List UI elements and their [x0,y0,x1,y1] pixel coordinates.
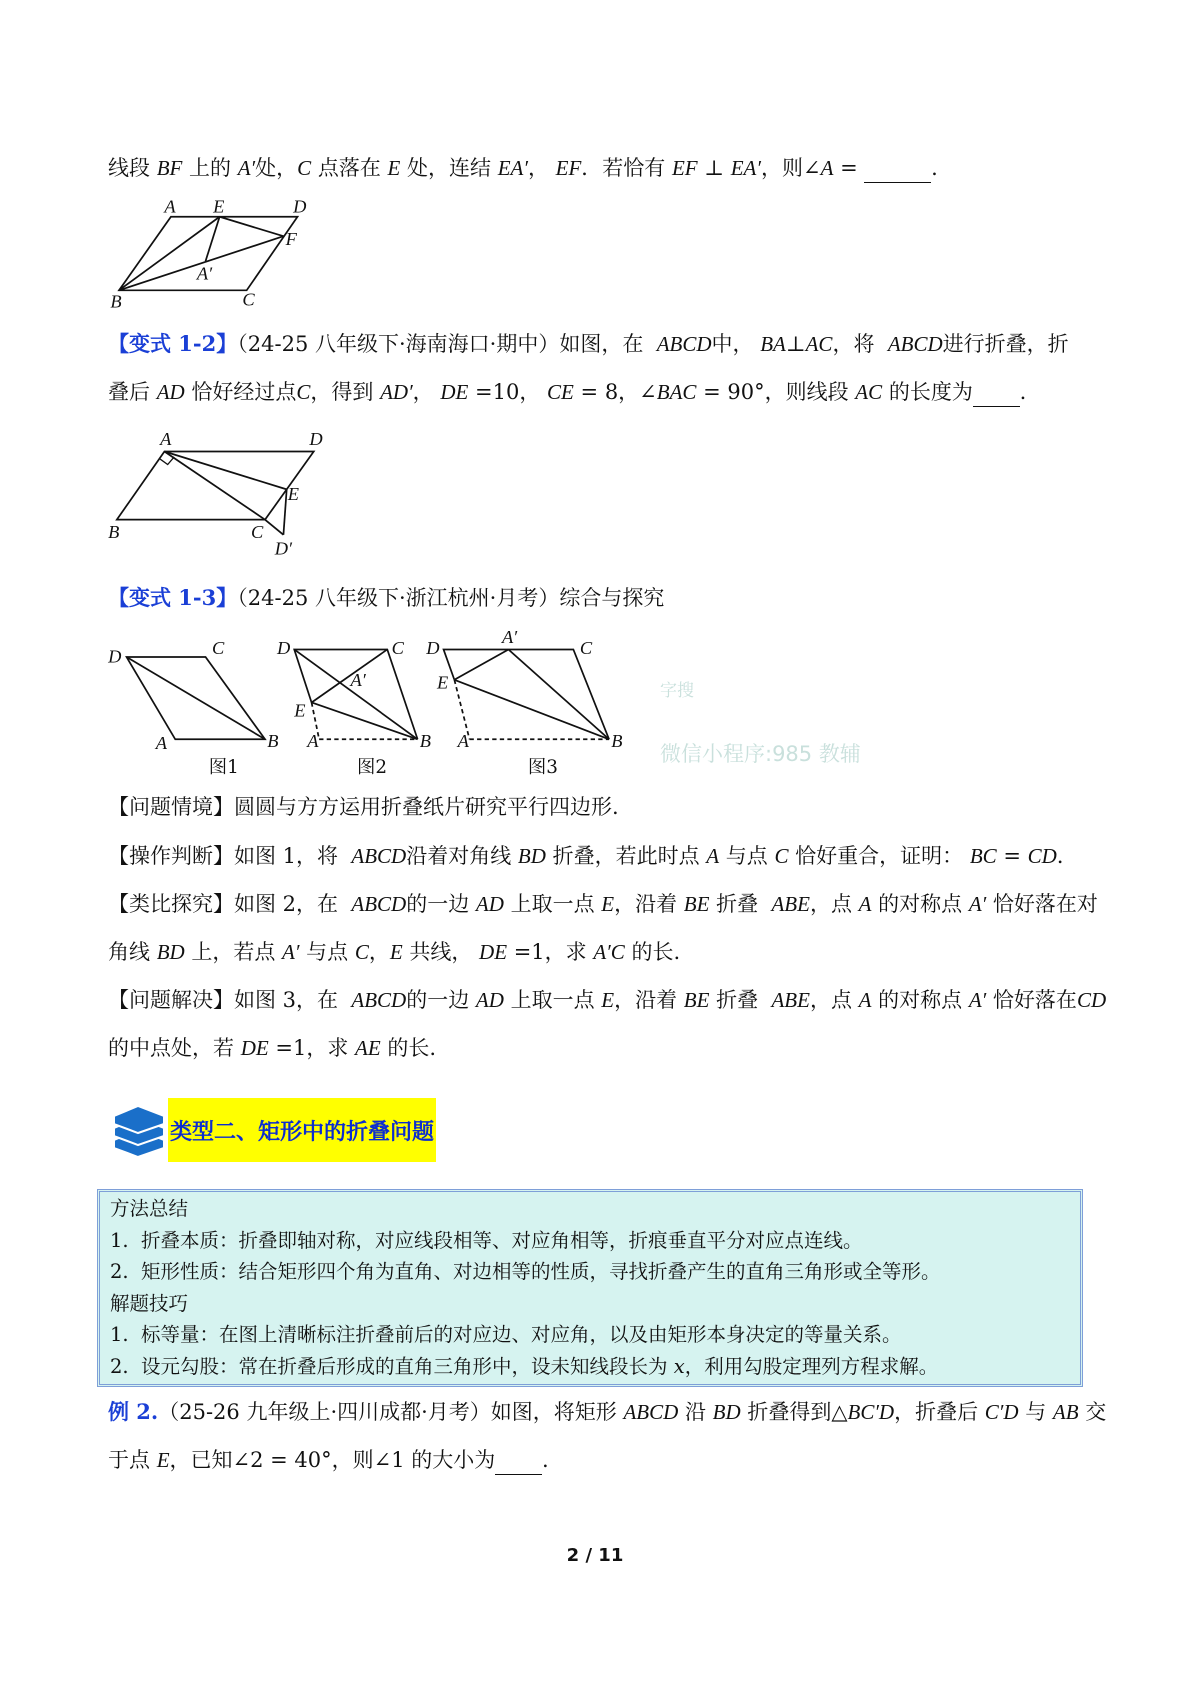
math-symbol: ABE [771,892,810,916]
text-run: ， [368,940,390,964]
text-run: ． [1056,844,1078,868]
math-symbol: EA′ [497,156,528,180]
problem-tag: 【变式 1-3】 [108,585,238,610]
fig1-label-c: C [212,637,225,658]
math-symbol: C [297,156,312,180]
text-run: 2. 设元勾股：常在折叠后形成的直角三角形中，设未知线段长为 [110,1354,674,1378]
math-symbol: AD [156,380,185,404]
text-run: ，得到 [310,380,381,404]
math-symbol: ABCD [351,892,407,916]
fig3-label-c: C [579,637,593,658]
text-run: 角线 [108,940,157,964]
summary-line [110,1196,188,1222]
math-symbol: ABCD [656,332,712,356]
math-symbol: BC [969,844,997,868]
math-symbol: EF [555,156,582,180]
math-symbol: CD [1027,844,1057,868]
math-symbol: AE [355,1036,381,1060]
text-run: （25-26 九年级上·四川成都·月考）如图，将矩形 [158,1400,624,1424]
text-run: ，利用勾股定理列方程求解。 [684,1354,939,1378]
text-run: 2. 矩形性质：结合矩形四个角为直角、对边相等的性质，寻找折叠产生的直角三角形或全等形。 [110,1260,941,1283]
math-symbol: AC [855,380,883,404]
summary-line [110,1322,902,1348]
text-run: 的长. [380,1036,437,1060]
math-symbol: A′C [593,940,625,964]
math-symbol: ABCD [887,332,943,356]
right-angle-mark [160,457,174,465]
text-run: 上取一点 [503,988,602,1012]
fig2-label-a-prime: A′ [350,670,366,691]
math-symbol: DE [240,1036,269,1060]
label-d-prime: D′ [274,538,293,559]
math-symbol: E [389,940,403,964]
text-run: 方法总结 [110,1197,189,1220]
text-run: ⊥ [697,156,731,180]
text-run: ⊥ [785,332,806,356]
text-run: . [1019,380,1027,404]
math-symbol: A [858,892,872,916]
label-a: A [160,429,172,450]
fig2-label-e: E [294,700,306,721]
text-run: 1. 标等量：在图上清晰标注折叠前后的对应边、对应角，以及由矩形本身决定的等量关系。 [110,1323,902,1346]
text-run: 上，若点 [184,940,283,964]
text-run: 【操作判断】如图 1，将 [108,844,352,868]
text-run: 与点 [299,940,355,964]
fig2-label-d: D [276,637,291,658]
math-symbol: CE [547,380,574,404]
stacked-books-icon [110,1102,168,1158]
text-run: 解题技巧 [110,1291,189,1315]
segment-cd1 [265,520,283,535]
text-run: ，沿着 [614,892,684,916]
fig3-caption: 图3 [527,756,559,778]
text-run: 沿 [678,1400,713,1424]
math-symbol: ABCD [623,1400,679,1424]
text-run: 的对称点 [871,892,969,916]
fig1-caption: 图1 [208,756,239,778]
math-symbol: ABE [771,988,810,1012]
math-symbol: BA [760,332,786,356]
fig3-label-e: E [437,672,449,693]
text-run: （24-25 八年级下·浙江杭州·月考）综合与探究 [237,586,665,610]
text-run: 恰好重合，证明： [788,844,970,868]
summary-line [110,1354,938,1380]
text-run: 与点 [719,844,775,868]
fig3-label-a: A [457,730,469,751]
segment-ea1 [206,217,220,261]
text-run: ．若恰有 [581,156,672,180]
text-run: 点落在 [311,156,388,180]
text-run: =1，求 [268,1036,355,1060]
figure-parallelogram-fold-1 [110,196,306,311]
text-run: 共线， [402,940,480,964]
label-b: B [110,291,122,312]
fig3-segment-a1b [508,649,609,739]
math-symbol: DE [440,380,469,404]
label-b: B [108,522,120,543]
summary-line [110,1228,863,1254]
text-run: ，则∠ [760,156,821,180]
math-symbol: E [601,892,615,916]
math-symbol: BAC [656,380,697,404]
text-run: 【类比探究】如图 2，在 [108,892,352,916]
math-symbol: CD [1076,988,1107,1012]
math-symbol: x [673,1354,685,1378]
math-symbol: A [706,844,720,868]
text-run: =1，求 [507,940,594,964]
text-run: 处， [255,156,298,180]
text-run: ，点 [809,988,859,1012]
fig1-label-a: A [155,733,168,754]
math-symbol: AD [475,892,504,916]
fig2-label-b: B [419,730,431,751]
text-run: = [996,844,1028,868]
math-symbol: A [858,988,872,1012]
fig3-label-d: D [426,637,440,658]
math-symbol: A′ [237,156,256,180]
math-symbol: AB [1052,1400,1079,1424]
segment-ed1 [283,489,286,534]
watermark-bottom: 微信小程序:985 教辅 [660,742,861,766]
text-run: 的一边 [406,988,476,1012]
segment-ac [164,452,265,520]
fig1-label-b: B [267,730,279,751]
math-symbol: BF [156,156,183,180]
math-symbol: BD [712,1400,741,1424]
text-run: ，沿着 [614,988,684,1012]
text-run: 上取一点 [503,892,602,916]
math-symbol: C [354,940,369,964]
fig2-label-c: C [391,637,404,658]
fig3-label-b: B [611,730,623,751]
label-a: A [164,196,176,217]
fig3-segment-eb [454,680,609,740]
page-number: 2 / 11 [566,1545,624,1566]
math-symbol: AD [475,988,504,1012]
text-run: = 8，∠ [573,380,657,404]
math-symbol: EF [671,156,698,180]
math-symbol: A [820,156,834,180]
segment-ae [164,452,286,490]
label-a-prime: A′ [196,263,213,284]
text-run: ，已知∠2 = 40°，则∠1 的大小为 [169,1448,496,1472]
text-run: 1. 折叠本质：折叠即轴对称，对应线段相等、对应角相等，折痕垂直平分对应点连线。 [110,1228,863,1252]
text-run: 沿着对角线 [406,844,518,868]
problem-tag: 【变式 1-2】 [108,331,238,356]
fig2-diagonal-bd [294,649,417,739]
text-run: 于点 [108,1448,157,1472]
math-symbol: A′ [968,892,987,916]
text-run: . [931,156,938,180]
text-run: （24-25 八年级下·海南海口·期中）如图，在 [237,332,657,356]
text-run: 叠后 [108,380,157,404]
segment-ec [265,489,287,519]
label-f: F [285,228,297,249]
text-run: 线段 [108,156,157,180]
watermark-top: 字搜 [660,681,694,701]
text-run: 的一边 [406,892,476,916]
text-run: 上的 [182,156,238,180]
text-run: 恰好落在 [986,988,1077,1012]
text-run: = 90°，则线段 [696,380,856,404]
math-symbol: BE [683,892,710,916]
math-symbol: C [774,844,789,868]
text-run: 的对称点 [871,988,969,1012]
label-c: C [250,522,264,543]
fig1-label-d: D [108,646,122,667]
text-run: 折叠，若此时点 [545,844,707,868]
fig3-outline [444,649,610,739]
text-run: 【问题解决】如图 3，在 [108,988,352,1012]
figure-parallelogram-fold-2 [108,429,322,558]
section-heading [110,1098,436,1162]
text-run: 恰好经过点 [184,380,297,404]
text-run: 的长. [624,940,681,964]
fig3-segment-ea1 [454,649,508,679]
text-run: 的中点处，若 [108,1036,241,1060]
text-run: ，将 [832,332,888,356]
text-run: 中， [711,332,761,356]
text-run: ，点 [809,892,859,916]
summary-line [110,1291,188,1317]
text-run: 【问题情境】圆圆与方方运用折叠纸片研究平行四边形. [108,795,619,819]
fig3-label-a-prime: A′ [501,626,518,647]
fig2-caption: 图2 [356,756,388,778]
text-run: = [833,156,865,180]
math-symbol: BD [156,940,185,964]
math-symbol: BD [517,844,546,868]
fig1-diagonal-bd [127,657,265,739]
label-c: C [242,289,255,310]
method-summary-box [97,1189,1083,1387]
text-run: 折叠 [709,892,772,916]
text-run: ，折叠后 [894,1400,985,1424]
math-symbol: ABCD [351,988,407,1012]
text-run: 折叠得到△ [740,1400,848,1424]
math-symbol: A′ [282,940,300,964]
math-symbol: AD′ [380,380,413,404]
problem-tag: 例 2. [108,1399,159,1424]
fig2-segment-eb [312,702,418,739]
text-run: 进行折叠，折 [942,332,1069,356]
label-d: D [293,196,307,217]
text-run: 与 [1018,1400,1053,1424]
text-run: . [542,1448,549,1472]
math-symbol: AC [805,332,833,356]
math-symbol: EA′ [730,156,761,180]
label-e: E [287,484,299,505]
math-symbol: E [387,156,401,180]
math-symbol: A′ [968,988,987,1012]
summary-line [110,1259,941,1285]
segment-ef [220,217,284,236]
math-symbol: C′D [984,1400,1019,1424]
figure-group-1-3 [107,627,622,778]
text-run: 交 [1078,1400,1107,1424]
text-run: =10， [468,380,548,404]
text-run: ， [527,156,556,180]
text-run: 折叠 [709,988,772,1012]
text-run: 处，连结 [400,156,498,180]
fig2-label-a: A [307,730,319,751]
section-title: 类型二、矩形中的折叠问题 [168,1098,436,1162]
text-run: 恰好落在对 [986,892,1098,916]
label-e: E [213,196,225,217]
math-symbol: ABCD [351,844,407,868]
fig2-segment-ec [312,649,388,702]
math-symbol: BC′D [847,1400,895,1424]
math-symbol: E [156,1448,170,1472]
math-symbol: BE [683,988,710,1012]
label-d: D [309,429,323,450]
math-symbol: E [601,988,615,1012]
math-symbol: C [296,380,311,404]
text-run: 的长度为 [882,380,973,404]
text-run: ， [412,380,441,404]
math-symbol: DE [479,940,508,964]
